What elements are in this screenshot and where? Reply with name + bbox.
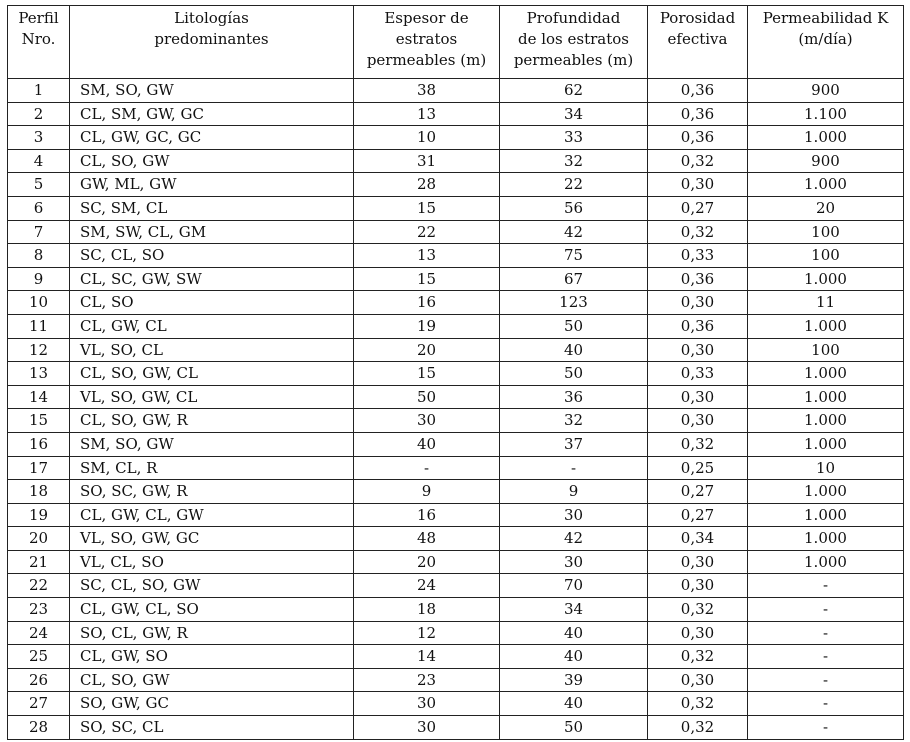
cell-permeabilidad: 1.100 <box>748 102 904 126</box>
table-row <box>8 362 904 386</box>
cell-perfil: 1 <box>8 79 70 103</box>
cell-porosidad: 0,30 <box>648 291 748 315</box>
table-row <box>8 220 904 244</box>
cell-espesor: 20 <box>354 550 500 574</box>
cell-permeabilidad: - <box>748 598 904 622</box>
cell-porosidad: 0,36 <box>648 102 748 126</box>
cell-perfil: 5 <box>8 173 70 197</box>
cell-permeabilidad: 100 <box>748 220 904 244</box>
table-header <box>8 6 904 79</box>
cell-permeabilidad: 100 <box>748 244 904 268</box>
header-perfil: Perfil Nro. <box>8 6 70 79</box>
cell-litologias: CL, GW, CL, SO <box>70 598 354 622</box>
cell-perfil: 24 <box>8 621 70 645</box>
cell-litologias: VL, CL, SO <box>70 550 354 574</box>
cell-porosidad: 0,32 <box>648 692 748 716</box>
cell-profundidad: 39 <box>500 668 648 692</box>
cell-permeabilidad: 1.000 <box>748 267 904 291</box>
cell-permeabilidad: 1.000 <box>748 432 904 456</box>
cell-perfil: 28 <box>8 716 70 740</box>
cell-espesor: 28 <box>354 173 500 197</box>
cell-espesor: 50 <box>354 385 500 409</box>
cell-perfil: 6 <box>8 196 70 220</box>
cell-porosidad: 0,30 <box>648 574 748 598</box>
cell-perfil: 19 <box>8 503 70 527</box>
cell-litologias: CL, SM, GW, GC <box>70 102 354 126</box>
cell-espesor: 15 <box>354 196 500 220</box>
cell-perfil: 15 <box>8 409 70 433</box>
cell-porosidad: 0,36 <box>648 79 748 103</box>
header-litologias: Litologías predominantes <box>70 6 354 79</box>
cell-profundidad: 33 <box>500 126 648 150</box>
cell-espesor: 13 <box>354 244 500 268</box>
cell-perfil: 27 <box>8 692 70 716</box>
cell-litologias: SO, GW, GC <box>70 692 354 716</box>
cell-profundidad: - <box>500 456 648 480</box>
cell-litologias: CL, SO, GW <box>70 149 354 173</box>
cell-litologias: CL, GW, SO <box>70 645 354 669</box>
cell-porosidad: 0,36 <box>648 126 748 150</box>
cell-porosidad: 0,30 <box>648 409 748 433</box>
cell-perfil: 21 <box>8 550 70 574</box>
table-row <box>8 409 904 433</box>
cell-litologias: SO, SC, CL <box>70 716 354 740</box>
cell-profundidad: 40 <box>500 338 648 362</box>
cell-permeabilidad: - <box>748 668 904 692</box>
cell-profundidad: 40 <box>500 692 648 716</box>
cell-profundidad: 40 <box>500 645 648 669</box>
cell-espesor: - <box>354 456 500 480</box>
cell-profundidad: 42 <box>500 527 648 551</box>
cell-porosidad: 0,30 <box>648 621 748 645</box>
cell-litologias: CL, GW, GC, GC <box>70 126 354 150</box>
cell-perfil: 26 <box>8 668 70 692</box>
table-row <box>8 692 904 716</box>
cell-profundidad: 22 <box>500 173 648 197</box>
cell-profundidad: 30 <box>500 503 648 527</box>
cell-permeabilidad: - <box>748 645 904 669</box>
cell-porosidad: 0,36 <box>648 314 748 338</box>
table-body <box>8 79 904 740</box>
header-row <box>8 6 904 79</box>
cell-profundidad: 32 <box>500 149 648 173</box>
cell-litologias: CL, SO, GW, R <box>70 409 354 433</box>
cell-espesor: 9 <box>354 480 500 504</box>
cell-permeabilidad: 1.000 <box>748 314 904 338</box>
table-row <box>8 574 904 598</box>
header-permeabilidad: Permeabilidad K (m/día) <box>748 6 904 79</box>
table-row <box>8 338 904 362</box>
cell-perfil: 7 <box>8 220 70 244</box>
cell-porosidad: 0,32 <box>648 645 748 669</box>
cell-permeabilidad: 10 <box>748 456 904 480</box>
table-row <box>8 102 904 126</box>
cell-espesor: 31 <box>354 149 500 173</box>
cell-espesor: 30 <box>354 409 500 433</box>
cell-profundidad: 34 <box>500 598 648 622</box>
table-row <box>8 267 904 291</box>
header-profundidad: Profundidad de los estratos permeables (m) <box>500 6 648 79</box>
table-row <box>8 314 904 338</box>
table-row <box>8 385 904 409</box>
cell-perfil: 9 <box>8 267 70 291</box>
cell-profundidad: 62 <box>500 79 648 103</box>
cell-litologias: VL, SO, GW, CL <box>70 385 354 409</box>
table-row <box>8 527 904 551</box>
cell-espesor: 48 <box>354 527 500 551</box>
cell-espesor: 15 <box>354 362 500 386</box>
cell-porosidad: 0,32 <box>648 432 748 456</box>
cell-permeabilidad: 1.000 <box>748 362 904 386</box>
cell-litologias: CL, SO, GW <box>70 668 354 692</box>
cell-porosidad: 0,32 <box>648 598 748 622</box>
cell-perfil: 11 <box>8 314 70 338</box>
table-row <box>8 503 904 527</box>
cell-permeabilidad: 11 <box>748 291 904 315</box>
cell-litologias: CL, GW, CL, GW <box>70 503 354 527</box>
cell-litologias: CL, SO <box>70 291 354 315</box>
cell-espesor: 10 <box>354 126 500 150</box>
cell-litologias: SC, CL, SO, GW <box>70 574 354 598</box>
table-row <box>8 149 904 173</box>
table-row <box>8 645 904 669</box>
cell-espesor: 30 <box>354 716 500 740</box>
cell-perfil: 20 <box>8 527 70 551</box>
cell-porosidad: 0,32 <box>648 716 748 740</box>
table-row <box>8 621 904 645</box>
table-row <box>8 244 904 268</box>
cell-porosidad: 0,30 <box>648 668 748 692</box>
cell-espesor: 30 <box>354 692 500 716</box>
cell-profundidad: 34 <box>500 102 648 126</box>
cell-profundidad: 75 <box>500 244 648 268</box>
cell-espesor: 23 <box>354 668 500 692</box>
cell-porosidad: 0,33 <box>648 244 748 268</box>
cell-litologias: SM, SO, GW <box>70 79 354 103</box>
cell-litologias: SM, SW, CL, GM <box>70 220 354 244</box>
cell-litologias: VL, SO, CL <box>70 338 354 362</box>
cell-permeabilidad: 1.000 <box>748 503 904 527</box>
cell-porosidad: 0,32 <box>648 149 748 173</box>
cell-espesor: 22 <box>354 220 500 244</box>
table-row <box>8 173 904 197</box>
cell-permeabilidad: - <box>748 692 904 716</box>
cell-espesor: 16 <box>354 291 500 315</box>
cell-espesor: 18 <box>354 598 500 622</box>
cell-litologias: SC, SM, CL <box>70 196 354 220</box>
table-row <box>8 291 904 315</box>
cell-perfil: 25 <box>8 645 70 669</box>
cell-permeabilidad: 900 <box>748 149 904 173</box>
cell-espesor: 12 <box>354 621 500 645</box>
cell-perfil: 4 <box>8 149 70 173</box>
cell-espesor: 19 <box>354 314 500 338</box>
cell-permeabilidad: 20 <box>748 196 904 220</box>
cell-espesor: 38 <box>354 79 500 103</box>
cell-porosidad: 0,30 <box>648 173 748 197</box>
cell-litologias: VL, SO, GW, GC <box>70 527 354 551</box>
table-row <box>8 79 904 103</box>
cell-profundidad: 50 <box>500 362 648 386</box>
cell-litologias: SC, CL, SO <box>70 244 354 268</box>
table-row <box>8 432 904 456</box>
cell-perfil: 8 <box>8 244 70 268</box>
cell-porosidad: 0,30 <box>648 385 748 409</box>
cell-profundidad: 70 <box>500 574 648 598</box>
cell-porosidad: 0,34 <box>648 527 748 551</box>
cell-porosidad: 0,25 <box>648 456 748 480</box>
cell-profundidad: 56 <box>500 196 648 220</box>
cell-permeabilidad: 1.000 <box>748 550 904 574</box>
cell-litologias: SM, CL, R <box>70 456 354 480</box>
cell-espesor: 16 <box>354 503 500 527</box>
cell-profundidad: 50 <box>500 716 648 740</box>
cell-profundidad: 50 <box>500 314 648 338</box>
cell-profundidad: 36 <box>500 385 648 409</box>
cell-espesor: 13 <box>354 102 500 126</box>
cell-permeabilidad: 1.000 <box>748 480 904 504</box>
cell-porosidad: 0,27 <box>648 480 748 504</box>
cell-perfil: 3 <box>8 126 70 150</box>
cell-permeabilidad: 1.000 <box>748 126 904 150</box>
cell-profundidad: 30 <box>500 550 648 574</box>
cell-litologias: SO, SC, GW, R <box>70 480 354 504</box>
cell-perfil: 14 <box>8 385 70 409</box>
cell-perfil: 23 <box>8 598 70 622</box>
cell-porosidad: 0,36 <box>648 267 748 291</box>
cell-espesor: 20 <box>354 338 500 362</box>
cell-espesor: 24 <box>354 574 500 598</box>
cell-permeabilidad: 100 <box>748 338 904 362</box>
cell-litologias: CL, SO, GW, CL <box>70 362 354 386</box>
cell-litologias: SO, CL, GW, R <box>70 621 354 645</box>
cell-litologias: CL, GW, CL <box>70 314 354 338</box>
cell-profundidad: 32 <box>500 409 648 433</box>
table-row <box>8 550 904 574</box>
cell-espesor: 40 <box>354 432 500 456</box>
cell-permeabilidad: 1.000 <box>748 409 904 433</box>
cell-porosidad: 0,30 <box>648 338 748 362</box>
cell-porosidad: 0,32 <box>648 220 748 244</box>
table-row <box>8 480 904 504</box>
cell-perfil: 2 <box>8 102 70 126</box>
header-espesor: Espesor de estratos permeables (m) <box>354 6 500 79</box>
cell-porosidad: 0,30 <box>648 550 748 574</box>
cell-permeabilidad: - <box>748 621 904 645</box>
cell-litologias: GW, ML, GW <box>70 173 354 197</box>
cell-perfil: 18 <box>8 480 70 504</box>
table-row <box>8 196 904 220</box>
cell-profundidad: 67 <box>500 267 648 291</box>
cell-litologias: CL, SC, GW, SW <box>70 267 354 291</box>
table-row <box>8 456 904 480</box>
cell-porosidad: 0,27 <box>648 196 748 220</box>
cell-porosidad: 0,27 <box>648 503 748 527</box>
cell-espesor: 14 <box>354 645 500 669</box>
cell-profundidad: 40 <box>500 621 648 645</box>
table-row <box>8 598 904 622</box>
table-row <box>8 668 904 692</box>
cell-profundidad: 37 <box>500 432 648 456</box>
header-porosidad: Porosidad efectiva <box>648 6 748 79</box>
cell-litologias: SM, SO, GW <box>70 432 354 456</box>
cell-profundidad: 9 <box>500 480 648 504</box>
cell-profundidad: 42 <box>500 220 648 244</box>
cell-espesor: 15 <box>354 267 500 291</box>
cell-perfil: 17 <box>8 456 70 480</box>
table-row <box>8 716 904 740</box>
cell-permeabilidad: 1.000 <box>748 173 904 197</box>
cell-perfil: 13 <box>8 362 70 386</box>
cell-porosidad: 0,33 <box>648 362 748 386</box>
cell-profundidad: 123 <box>500 291 648 315</box>
data-table <box>7 5 904 740</box>
table-row <box>8 126 904 150</box>
cell-permeabilidad: 900 <box>748 79 904 103</box>
cell-perfil: 10 <box>8 291 70 315</box>
cell-permeabilidad: 1.000 <box>748 527 904 551</box>
cell-perfil: 12 <box>8 338 70 362</box>
cell-permeabilidad: 1.000 <box>748 385 904 409</box>
cell-permeabilidad: - <box>748 716 904 740</box>
cell-perfil: 16 <box>8 432 70 456</box>
cell-perfil: 22 <box>8 574 70 598</box>
cell-permeabilidad: - <box>748 574 904 598</box>
